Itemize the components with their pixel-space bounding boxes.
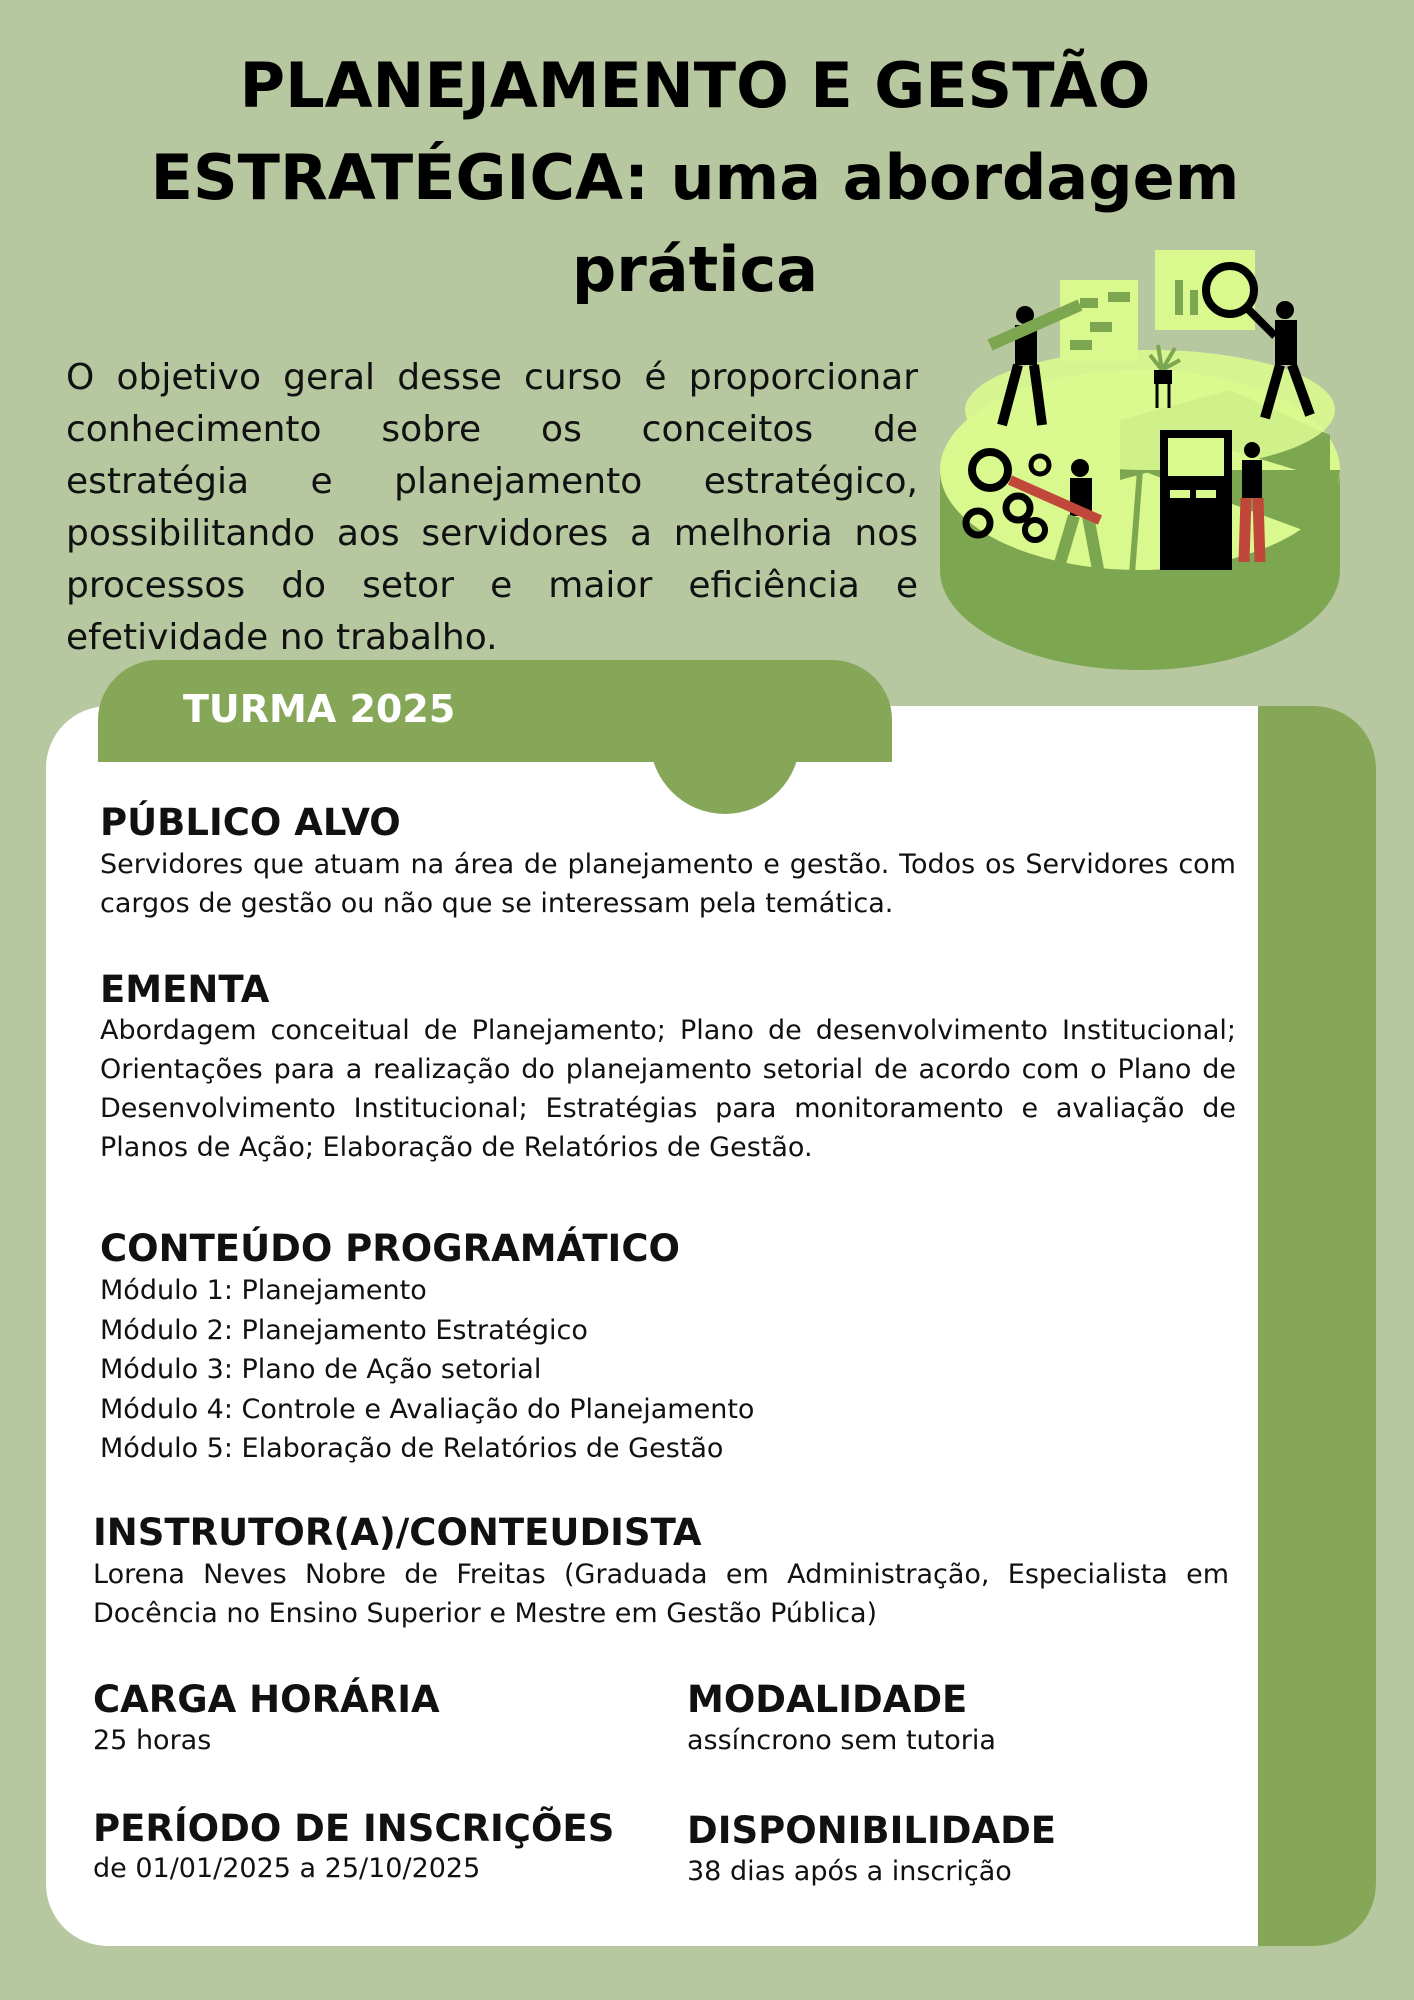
instrutor-title: INSTRUTOR(A)/CONTEUDISTA xyxy=(93,1511,702,1554)
instrutor-text: Lorena Neves Nobre de Freitas (Graduada em Administração, Especialista em Docência no Ensino Superior e Mestre em Gestão Pública) xyxy=(93,1559,1229,1629)
disponibilidade-value: 38 dias após a inscrição xyxy=(687,1856,1012,1887)
title-line-1: PLANEJAMENTO E GESTÃO xyxy=(239,49,1151,122)
list-item: Módulo 3: Plano de Ação setorial xyxy=(100,1354,542,1385)
list-item: Módulo 4: Controle e Avaliação do Planejamento xyxy=(100,1393,755,1425)
title-line-2: ESTRATÉGICA: uma abordagem xyxy=(150,141,1240,214)
list-item: Módulo 2: Planejamento Estratégico xyxy=(100,1314,588,1346)
ementa-text: Abordagem conceitual de Planejamento; Plano de desenvolvimento Institucional; Orientações para a realização do planejamento setorial de acordo com o Plano de Desenvolvimento Institucional; Estratégias para monitoramento e avaliação de Planos de Ação; Elaboração de Relatórios de Gestão. xyxy=(100,1015,1236,1163)
strategy-illustration xyxy=(930,240,1350,680)
publico-title: PÚBLICO ALVO xyxy=(100,801,401,844)
disponibilidade-title: DISPONIBILIDADE xyxy=(687,1809,1057,1852)
intro-paragraph: O objetivo geral desse curso é proporcionar conhecimento sobre os conceitos de estratégia e planejamento estratégico, possibilitando aos servidores a melhoria nos processos do setor e maior eficiência e efetividade no trabalho. xyxy=(66,357,918,658)
class-tab-label: TURMA 2025 xyxy=(183,687,456,731)
tab-circle-decoration xyxy=(650,664,800,814)
carga-value: 25 horas xyxy=(93,1725,212,1756)
conteudo-title: CONTEÚDO PROGRAMÁTICO xyxy=(100,1227,680,1270)
list-item: Módulo 1: Planejamento xyxy=(100,1275,427,1306)
module-list xyxy=(100,1271,754,1469)
title-line-3: prática xyxy=(571,233,819,306)
modalidade-value: assíncrono sem tutoria xyxy=(687,1725,996,1756)
periodo-value: de 01/01/2025 a 25/10/2025 xyxy=(93,1853,481,1884)
periodo-title: PERÍODO DE INSCRIÇÕES xyxy=(93,1807,615,1850)
ementa-title: EMENTA xyxy=(100,968,270,1011)
publico-text: Servidores que atuam na área de planejamento e gestão. Todos os Servidores com cargos de gestão ou não que se interessam pela temática. xyxy=(100,849,1236,919)
modalidade-title: MODALIDADE xyxy=(687,1678,968,1721)
card-side-band xyxy=(1258,706,1376,1946)
carga-title: CARGA HORÁRIA xyxy=(93,1678,440,1721)
list-item: Módulo 5: Elaboração de Relatórios de Gestão xyxy=(100,1433,724,1464)
